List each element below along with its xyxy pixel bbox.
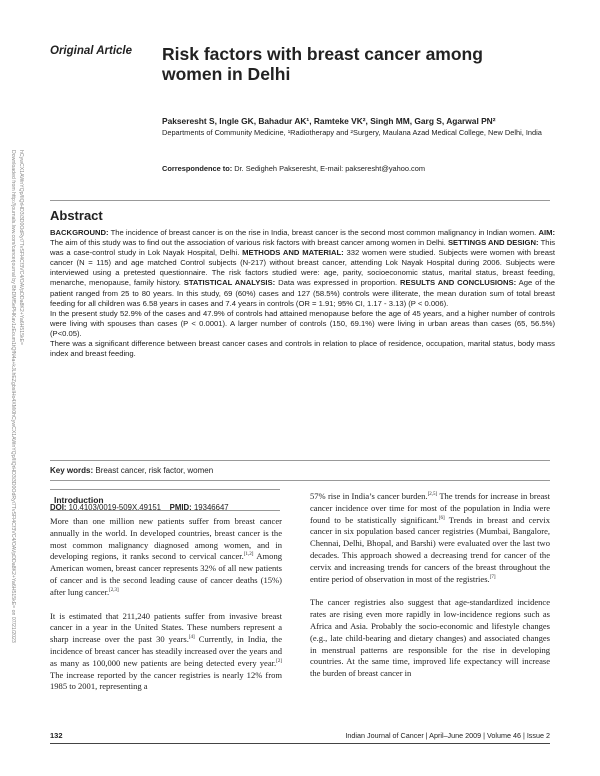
- aim-label: AIM:: [538, 228, 555, 237]
- methods-text: 332 women were studied. Subjects were women with breast cancer (N = 115) and age matched Control subjects (N-217) without breast cancer, attending Lok Nayak Hospital during 2006. Subjects were interviewed using a pretested questionnaire. The risk factors studied were: age, parity, socioeconomic status, marital status, breast feeding, menarche, menopause, family history.: [50, 248, 556, 288]
- background-text: The incidence of breast cancer is on the rise in India, breast cancer is the second most common malignancy in Indian women.: [110, 228, 537, 237]
- footer-rule: [50, 743, 550, 744]
- background-label: BACKGROUND:: [50, 228, 109, 237]
- aim-text: The aim of this study was to find out the association of various risk factors with breast cancer among women in Delhi.: [50, 238, 446, 248]
- pmid-label: PMID:: [169, 503, 192, 512]
- abstract-body: [50, 228, 555, 359]
- stats-label: STATISTICAL ANALYSIS:: [183, 278, 276, 288]
- doi-value: 10.4103/0019-509X.49151: [68, 503, 161, 512]
- settings-label: SETTINGS AND DESIGN:: [447, 238, 539, 248]
- abstract-top-rule: [50, 200, 550, 201]
- keywords: [50, 466, 213, 475]
- methods-label: METHODS AND MATERIAL:: [242, 248, 344, 258]
- correspondence: [162, 164, 562, 174]
- keywords-rule: [50, 460, 550, 461]
- keywords-text: Breast cancer, risk factor, women: [95, 466, 214, 475]
- intro-paragraph: It is estimated that 211,240 patients suffer from invasive breast cancer in a year in the United States. These numbers represent a sharp increase over the past 30 years.[4] Currently, in India, the incidence of breast cancer has steadily increased over the years and as many as 100,000 new patients are being detected every year.[2] The increase reported by the cancer registries is nearly 12% from 1985 to 2001, representing a: [50, 610, 282, 692]
- intro-left-column: [50, 516, 282, 705]
- pmid-value: 19346647: [193, 503, 229, 512]
- doi-label: DOI:: [50, 503, 67, 512]
- watermark-line-1: Downloaded from http://journals.lww.com/cancerjournal by BhDMf5ePHKav1zEoum1tQfN4a+kJLhEZgbsIHo4XMi0hCywCX1AWnYQp/IlQrHD3i3D0OdRyi7TvSFl4Cf3VC4/OAVpDDa8K2+Ya6H515kE= on 07/21/2023: [10, 150, 16, 643]
- author-list: Pakseresht S, Ingle GK, Bahadur AK¹, Ramteke VK², Singh MM, Garg S, Agarwal PN²: [162, 116, 496, 126]
- watermark-line-2: hCywCX1AWnYQp/IlQrHD3i3D0OdRyi7TvSFl4Cf3VC4/OAVpDDa8K2+Ya6H515kE=: [18, 150, 24, 346]
- abstract-heading: Abstract: [50, 208, 103, 223]
- page-number: 132: [50, 731, 63, 740]
- article-type: Original Article: [50, 45, 133, 57]
- download-watermark: [6, 150, 24, 643]
- correspondence-text: Dr. Sedigheh Pakseresht, E-mail: pakseresht@yahoo.com: [234, 164, 425, 173]
- results-label: RESULTS AND CONCLUSIONS:: [400, 278, 517, 288]
- results-text: Age of the patient ranged from 25 to 80 years. In this study, 69 (60%) cases and 127 (58.5%) controls were illiterate, the mean duration sum of total breast feeding for all children was 6.58 years in cases and 7.4 years in controls (OR = 1.91; 95% CI, 1.17 - 3.13) (P < 0.006).: [50, 278, 555, 308]
- intro-right-column: [310, 491, 550, 692]
- abstract-paragraph-3: There was a significant difference between breast cancer cases and controls in relation to place of residence, occupation, marital status, body mass index and breast feeding.: [50, 339, 555, 359]
- stats-text: Data was expressed in proportion.: [278, 278, 398, 288]
- introduction-heading: Introduction: [50, 489, 280, 511]
- journal-footer: Indian Journal of Cancer | April–June 2009 | Volume 46 | Issue 2: [345, 731, 550, 740]
- keywords-label: Key words:: [50, 466, 94, 475]
- abstract-paragraph: [50, 228, 555, 309]
- intro-paragraph: 57% rise in India’s cancer burden.[2,5] The trends for increase in breast cancer incidence over time for most of the population in India were found to be statistically significant.[6] Trends in breast and cervix cancer in six population based cancer registries (Mumbai, Bangalore, Chennai, Delhi, Bhopal, and Barshi) were evaluated over the last two decades. This approach showed a decreasing trend for cancer of the cervix and increasing trends for cancers of the breast throughout the entire period of observation in most of the registries.[7]: [310, 491, 550, 584]
- intro-paragraph: More than one million new patients suffer from breast cancer annually in the world. In developed countries, breast cancer is the most common malignancy diagnosed among women, and in developing regions, it ranks second to cervical cancer.[1,2] Among American women, breast cancer represents 32% of all new patients of cancer and is the second leading cause of cancer deaths (15%) after lung cancer.[2,3]: [50, 516, 282, 597]
- correspondence-label: Correspondence to:: [162, 164, 233, 173]
- article-title: Risk factors with breast cancer among women in Delhi: [162, 44, 483, 84]
- settings-text: This was a case-control study in Lok Nayak Hospital, Delhi.: [50, 238, 556, 258]
- intro-paragraph: The cancer registries also suggest that age-standardized incidence rates are rising even more rapidly in low-incidence regions such as Africa and Asia. Probably the socio-economic and lifestyle changes (e.g., late child-bearing and dietary changes) and associated changes in menstrual patterns are responsible for the rise in developing countries. At the same time, improved life expectancy will increase the burden of breast cancer in: [310, 597, 550, 679]
- doi-rule: [50, 480, 550, 481]
- affiliation: Departments of Community Medicine, ¹Radiotherapy and ²Surgery, Maulana Azad Medical College, New Delhi, India: [162, 128, 542, 137]
- abstract-paragraph-2: In the present study 52.9% of the cases and 47.9% of controls had attained menopause before the age of 45 years, and a higher number of controls were living with spouses than cases (P < 0.0001). A larger number of controls (150, 69.1%) were living in urban areas than cases (65, 56.5%) (P<0.05).: [50, 308, 555, 338]
